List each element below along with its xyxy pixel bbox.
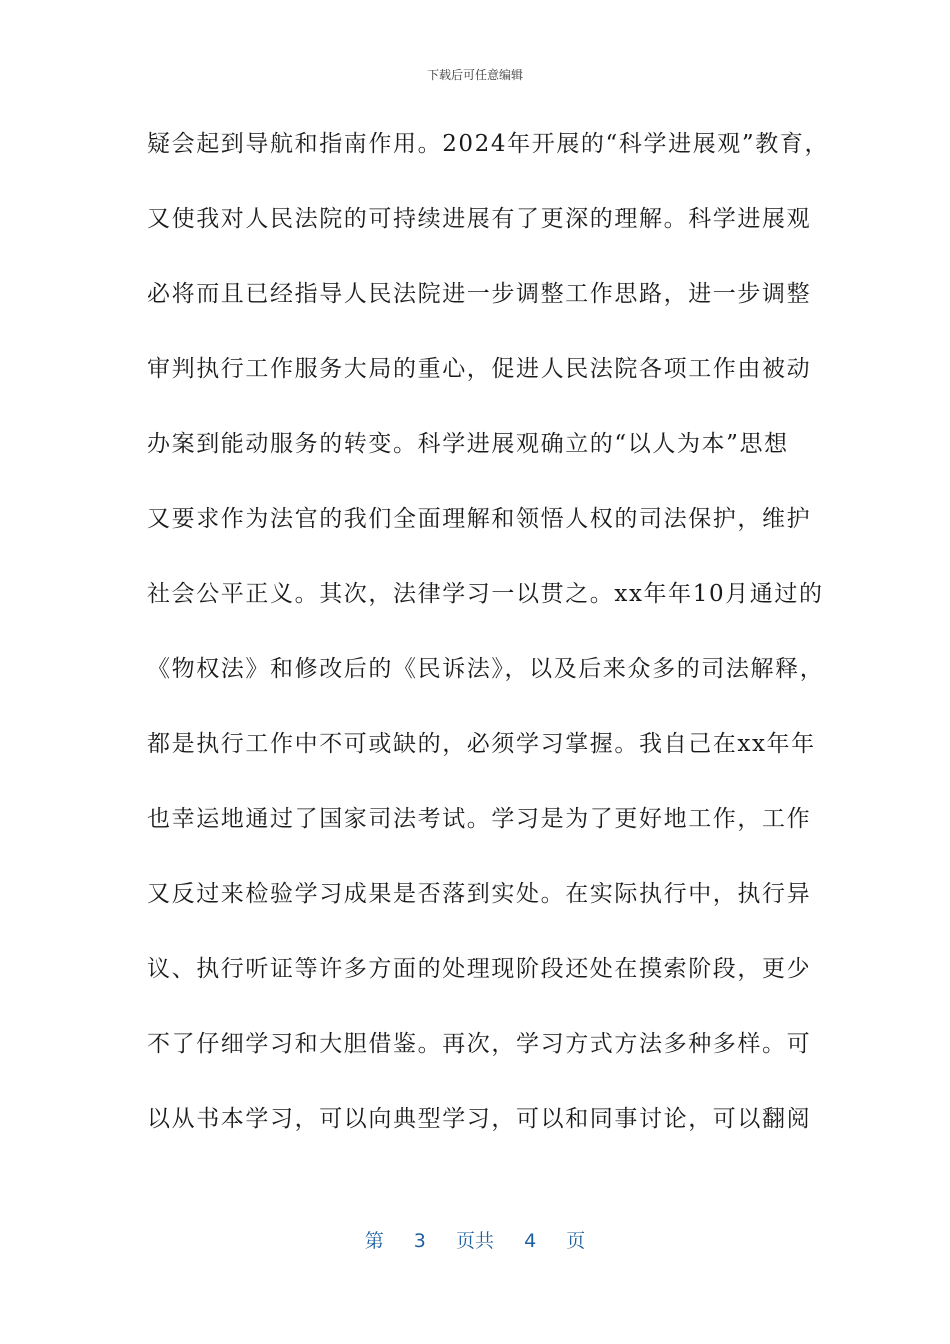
page-mid: 页共 bbox=[455, 1230, 494, 1252]
page-header: 下载后可任意编辑 bbox=[426, 68, 523, 82]
document-body bbox=[147, 124, 830, 1174]
body-line: 以从书本学习，可以向典型学习，可以和同事讨论，可以翻阅 bbox=[147, 1106, 812, 1132]
body-line: 必将而且已经指导人民法院进一步调整工作思路，进一步调整 bbox=[147, 281, 812, 307]
page-footer bbox=[0, 1226, 950, 1253]
total-pages-number: 4 bbox=[524, 1230, 537, 1252]
body-line: 又反过来检验学习成果是否落到实处。在实际执行中，执行异 bbox=[147, 881, 812, 907]
body-line: 不了仔细学习和大胆借鉴。再次，学习方式方法多种多样。可 bbox=[147, 1031, 812, 1057]
body-line: 社会公平正义。其次，法律学习一以贯之。xx年年10月通过的 bbox=[147, 581, 824, 607]
body-line: 又使我对人民法院的可持续进展有了更深的理解。科学进展观 bbox=[147, 206, 812, 232]
body-line: 办案到能动服务的转变。科学进展观确立的“以人为本”思想 bbox=[147, 431, 789, 457]
page-suffix: 页 bbox=[566, 1230, 586, 1252]
body-line: 也幸运地通过了国家司法考试。学习是为了更好地工作，工作 bbox=[147, 806, 812, 832]
current-page-number: 3 bbox=[413, 1230, 426, 1252]
body-line: 都是执行工作中不可或缺的，必须学习掌握。我自己在xx年年 bbox=[147, 731, 816, 757]
page-prefix: 第 bbox=[364, 1230, 384, 1252]
body-line: 《物权法》和修改后的《民诉法》，以及后来众多的司法解释， bbox=[147, 656, 825, 682]
body-line: 又要求作为法官的我们全面理解和领悟人权的司法保护，维护 bbox=[147, 506, 812, 532]
body-line: 疑会起到导航和指南作用。2024年开展的“科学进展观”教育， bbox=[147, 131, 830, 157]
body-line: 议、执行听证等许多方面的处理现阶段还处在摸索阶段，更少 bbox=[147, 956, 812, 982]
body-line: 审判执行工作服务大局的重心，促进人民法院各项工作由被动 bbox=[147, 356, 812, 382]
